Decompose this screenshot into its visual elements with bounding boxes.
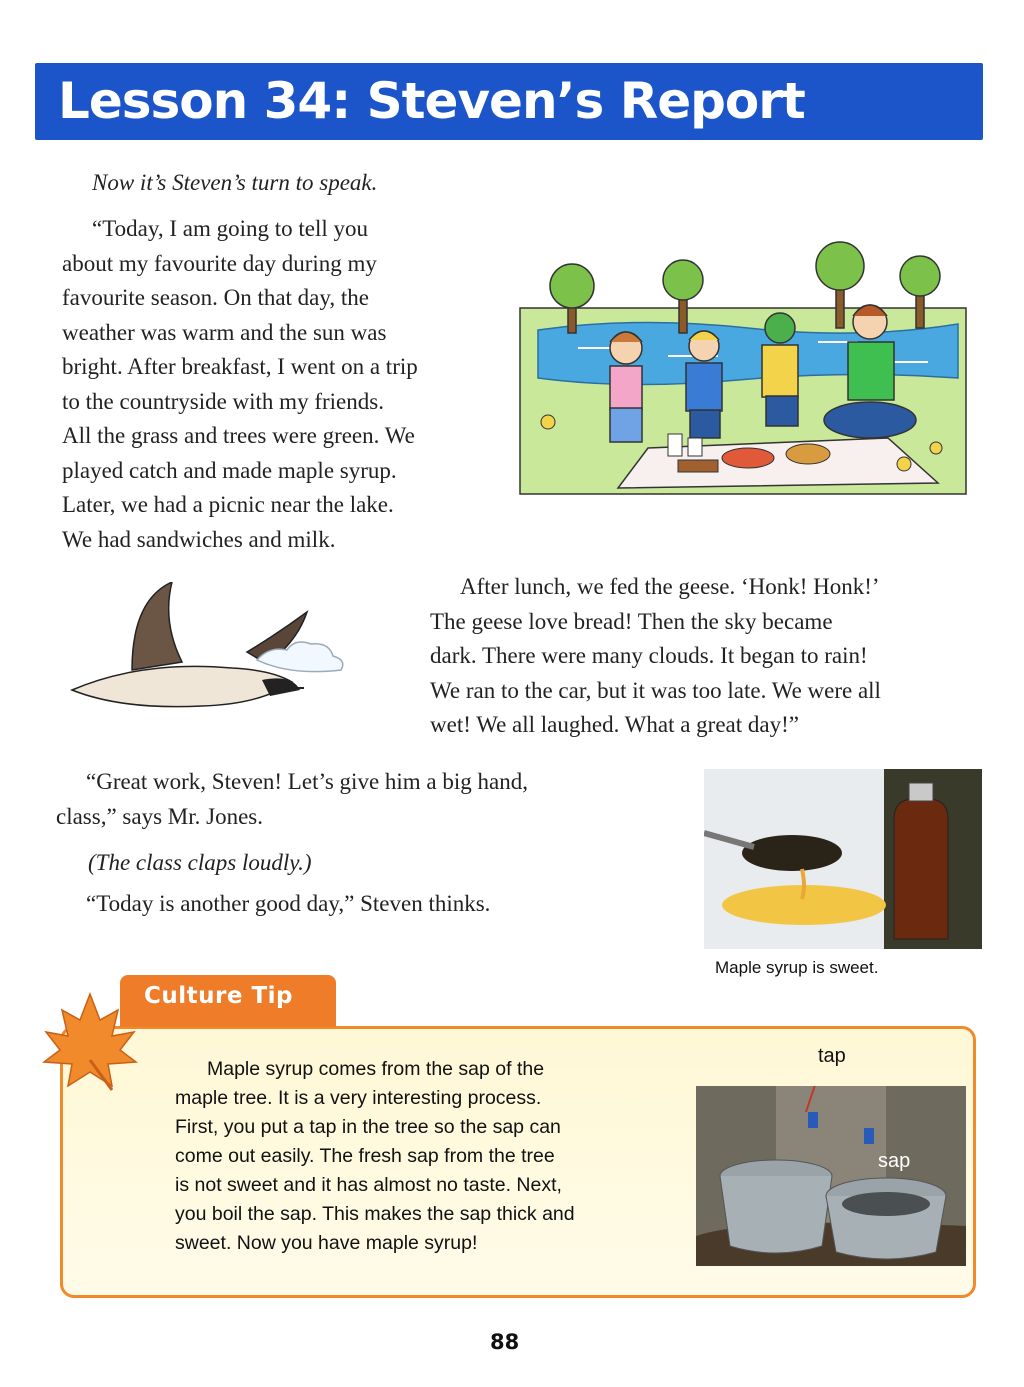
paragraph-line: The geese love bread! Then the sky became (430, 608, 833, 634)
story-paragraph-2 (430, 570, 990, 743)
paragraph-line: favourite season. On that day, the (62, 285, 369, 310)
culture-tip-text (175, 1055, 575, 1258)
culture-tip-label: Culture Tip (144, 983, 293, 1009)
stage-direction: (The class claps loudly.) (88, 850, 312, 875)
maple-syrup-photo (704, 769, 982, 949)
tip-line: come out easily. The fresh sap from the tree (175, 1145, 555, 1167)
paragraph-line: about my favourite day during my (62, 250, 377, 276)
tip-line: you boil the sap. This makes the sap thick and (175, 1203, 575, 1225)
paragraph-line: to the countryside with my friends. (62, 388, 384, 414)
paragraph-line: Later, we had a picnic near the lake. (62, 492, 394, 517)
paragraph-line: wet! We all laughed. What a great day!” (430, 712, 799, 737)
tip-line: maple tree. It is a very interesting process. (175, 1087, 542, 1109)
sap-label: sap (878, 1150, 911, 1172)
maple-leaf-icon (30, 990, 148, 1094)
tip-line: First, you put a tap in the tree so the sap can (175, 1116, 561, 1138)
paragraph-line: We ran to the car, but it was too late. We were all (430, 677, 881, 703)
story-paragraph-3 (56, 765, 676, 834)
goose-illustration (62, 582, 357, 722)
story-paragraph-1 (62, 212, 502, 557)
paragraph-line: bright. After breakfast, I went on a trip (62, 354, 418, 379)
tap-label: tap (818, 1045, 846, 1067)
page-number: 88 (490, 1330, 520, 1354)
paragraph-line: weather was warm and the sun was (62, 319, 387, 345)
paragraph-line: “Great work, Steven! Let’s give him a big hand, (86, 769, 528, 794)
lesson-title: Lesson 34: Steven’s Report (58, 72, 805, 130)
paragraph-line: All the grass and trees were green. We (62, 423, 415, 448)
paragraph-line: dark. There were many clouds. It began to rain! (430, 643, 868, 668)
picnic-illustration (518, 238, 968, 496)
paragraph-line: “Today, I am going to tell you (92, 216, 369, 241)
closing-line: “Today is another good day,” Steven thinks. (86, 891, 491, 916)
tip-line: sweet. Now you have maple syrup! (175, 1232, 478, 1254)
intro-line: Now it’s Steven’s turn to speak. (92, 170, 378, 195)
sap-buckets-photo (696, 1086, 966, 1266)
paragraph-line: played catch and made maple syrup. (62, 457, 397, 483)
tip-line: Maple syrup comes from the sap of the (207, 1058, 545, 1080)
photo-caption: Maple syrup is sweet. (715, 958, 879, 977)
paragraph-line: After lunch, we fed the geese. ‘Honk! Honk!’ (460, 574, 880, 599)
paragraph-line: class,” says Mr. Jones. (56, 803, 263, 829)
tip-line: is not sweet and it has almost no taste. Next, (175, 1174, 562, 1196)
paragraph-line: We had sandwiches and milk. (62, 526, 336, 552)
